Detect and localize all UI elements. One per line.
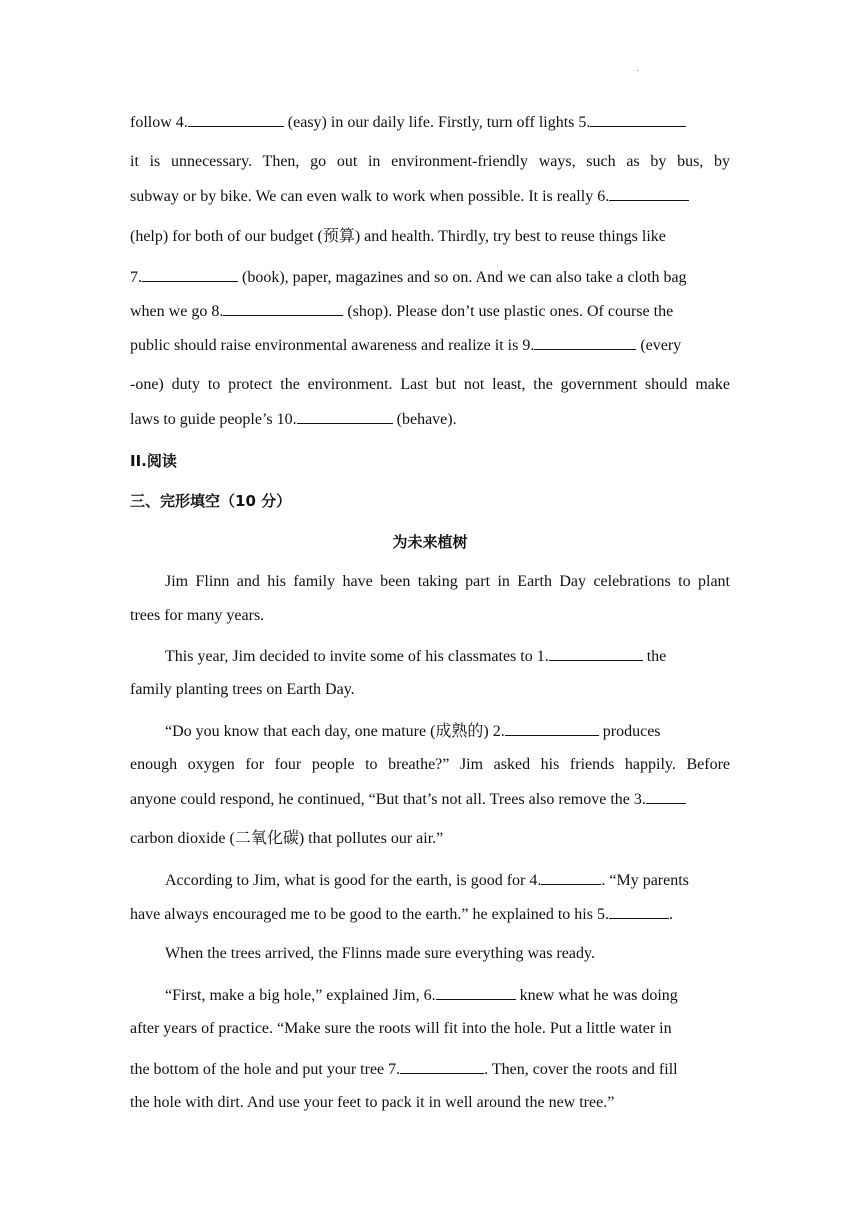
blank-c7[interactable]	[400, 1058, 484, 1074]
text-line: -one) duty to protect the environment. Last but not least, the government should make	[130, 376, 730, 393]
blank-c5[interactable]	[609, 903, 669, 919]
text-line: the hole with dirt. And use your feet to pack it in well around the new tree.”	[130, 1094, 615, 1111]
blank-4[interactable]	[188, 111, 284, 127]
text-line: have always encouraged me to be good to the earth.” he explained to his 5. .	[130, 903, 730, 926]
text-line: it is unnecessary. Then, go out in environment-friendly ways, such as by bus, by	[130, 153, 730, 170]
blank-10[interactable]	[297, 408, 393, 424]
blank-7[interactable]	[142, 266, 238, 282]
blank-5[interactable]	[590, 111, 686, 127]
text-line: “First, make a big hole,” explained Jim, 6. knew what he was doing	[165, 984, 730, 1007]
text-line: follow 4. (easy) in our daily life. Firstly, turn off lights 5.	[130, 111, 730, 134]
text-line: after years of practice. “Make sure the roots will fit into the hole. Put a little water in	[130, 1020, 672, 1037]
text-line: when we go 8. (shop). Please don’t use plastic ones. Of course the	[130, 300, 730, 323]
text-line: Jim Flinn and his family have been taking part in Earth Day celebrations to plant	[165, 573, 730, 590]
section-heading: II.阅读	[130, 452, 177, 470]
passage-title: 为未来植树	[392, 533, 468, 551]
text-line: trees for many years.	[130, 607, 265, 624]
text-line: According to Jim, what is good for the earth, is good for 4. . “My parents	[165, 869, 730, 892]
text-line: “Do you know that each day, one mature (成熟的) 2. produces	[165, 720, 730, 743]
text-line: anyone could respond, he continued, “But that’s not all. Trees also remove the 3.	[130, 788, 730, 811]
blank-8[interactable]	[223, 300, 343, 316]
text-line: 7. (book), paper, magazines and so on. And we can also take a cloth bag	[130, 266, 730, 289]
blank-9[interactable]	[534, 334, 636, 350]
page-mark: ·	[636, 66, 640, 77]
text-line: family planting trees on Earth Day.	[130, 681, 355, 698]
blank-c2[interactable]	[505, 720, 599, 736]
text-line: (help) for both of our budget (预算) and health. Thirdly, try best to reuse things like	[130, 228, 666, 245]
text-line: public should raise environmental awareness and realize it is 9. (every	[130, 334, 730, 357]
blank-c6[interactable]	[436, 984, 516, 1000]
blank-c1[interactable]	[549, 645, 643, 661]
part-heading: 三、完形填空（10 分）	[130, 492, 292, 510]
text-line: When the trees arrived, the Flinns made sure everything was ready.	[165, 945, 595, 962]
text-line: laws to guide people’s 10. (behave).	[130, 408, 730, 431]
text-line: the bottom of the hole and put your tree 7. . Then, cover the roots and fill	[130, 1058, 730, 1081]
text-line: carbon dioxide (二氧化碳) that pollutes our air.”	[130, 830, 444, 847]
text-line: This year, Jim decided to invite some of his classmates to 1. the	[165, 645, 730, 668]
text-line: enough oxygen for four people to breathe?” Jim asked his friends happily. Before	[130, 756, 730, 773]
blank-c4[interactable]	[541, 869, 601, 885]
blank-c3[interactable]	[646, 788, 686, 804]
blank-6[interactable]	[609, 185, 689, 201]
text-line: subway or by bike. We can even walk to work when possible. It is really 6.	[130, 185, 730, 208]
